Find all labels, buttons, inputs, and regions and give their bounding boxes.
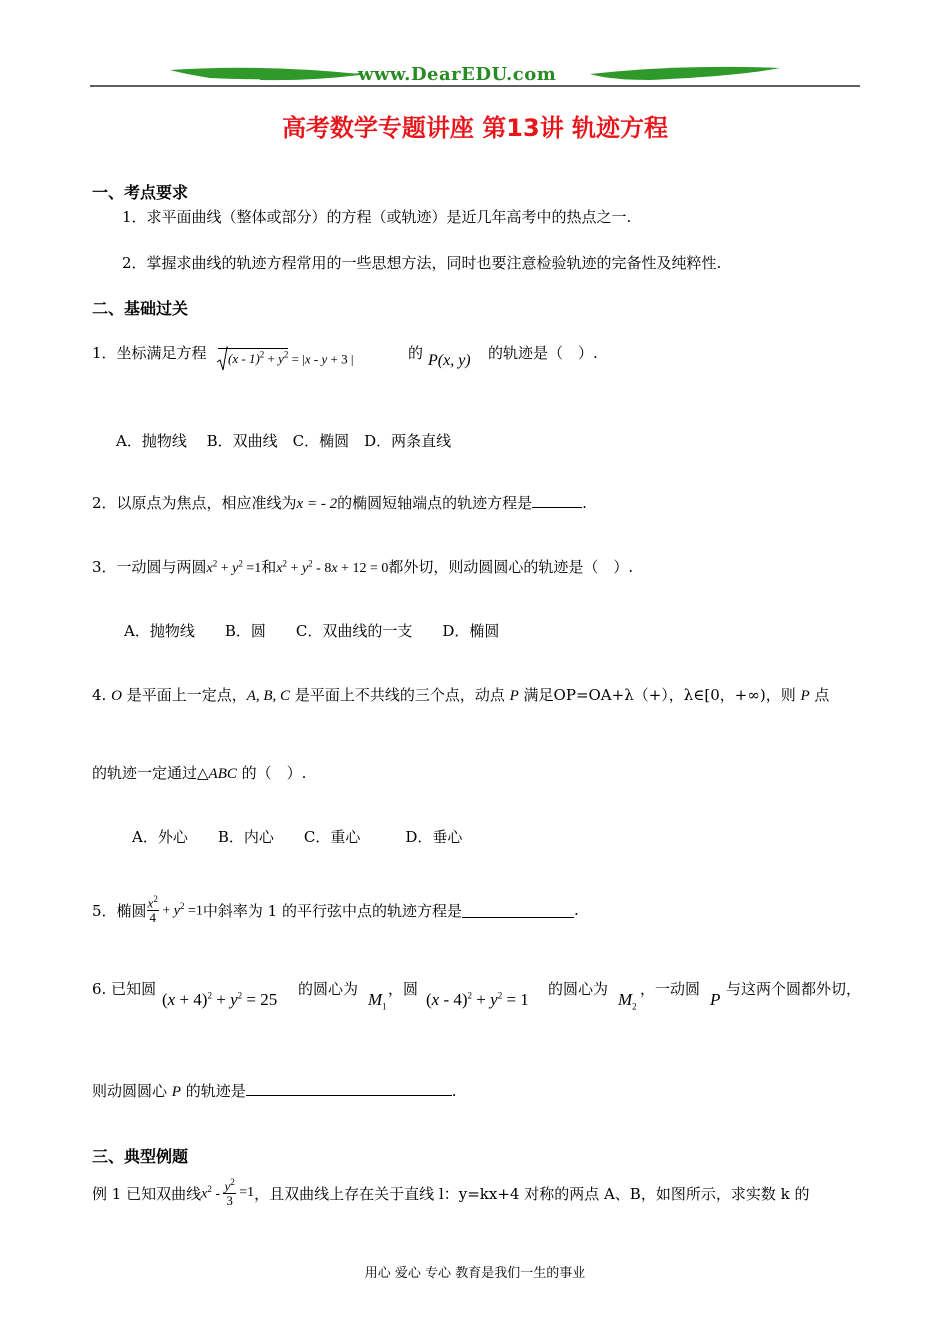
q4-text-e: 点 bbox=[809, 686, 830, 704]
q5-end: . bbox=[573, 901, 579, 919]
q1-point: P(x, y) bbox=[428, 352, 471, 369]
ex1-fraction: $\frac{y^2}{3}$ bbox=[224, 1176, 235, 1209]
question-3 bbox=[92, 556, 633, 577]
footer-text: 用心 爱心 专心 教育是我们一生的事业 bbox=[364, 1266, 586, 1281]
question-1 bbox=[92, 342, 207, 382]
q3-post: 都外切，则动圆圆心的轨迹是（ ）. bbox=[388, 558, 634, 576]
q6-comma2: ，一动圆 bbox=[640, 980, 701, 998]
q2-end: . bbox=[582, 494, 587, 512]
q1-pre: 1．坐标满足方程 bbox=[92, 344, 207, 362]
q4-line2-b: 的（ ）. bbox=[236, 764, 307, 782]
q4-text-d: 满足OP=OA+λ（+），λ∈[0，+∞)，则 bbox=[518, 686, 801, 704]
q6-line2-post: 的轨迹是 bbox=[180, 1082, 246, 1100]
q6-end: . bbox=[451, 1082, 457, 1100]
q5-post: 中斜率为 1 的平行弦中点的轨迹方程是 bbox=[202, 901, 462, 920]
q4-P: P bbox=[509, 688, 519, 704]
ex1-eq: =1 bbox=[239, 1185, 255, 1200]
q6-M1-letter: M bbox=[368, 990, 383, 1009]
q2-eq: x = - 2 bbox=[296, 496, 338, 512]
question-5 bbox=[92, 886, 579, 934]
example-1 bbox=[92, 1168, 809, 1218]
q6-circle1: $(x + 4)^2 + y^2 = 25$ bbox=[162, 990, 278, 1009]
q6-blank bbox=[246, 1081, 452, 1096]
section1-heading: 一、考点要求 bbox=[92, 183, 189, 202]
q4-text-c: 是平面上不共线的三个点，动点 bbox=[290, 686, 510, 704]
q2-blank bbox=[532, 493, 582, 508]
question-2 bbox=[92, 492, 587, 513]
q5-eq-rest: + $y^2 =1$ bbox=[162, 900, 203, 919]
question-4-line2 bbox=[92, 762, 306, 783]
q4-ABC: A, B, C bbox=[246, 688, 291, 704]
q5-fraction: $\frac{x^2}{4}$ bbox=[147, 893, 158, 926]
question-4-line1 bbox=[92, 684, 829, 705]
ex1-post: ，且双曲线上存在关于直线 l：y=kx+4 对称的两点 A、B，如图所示，求实数 k 的 bbox=[254, 1184, 810, 1203]
logo-text: www.DearEDU.com bbox=[358, 64, 557, 85]
q5-blank bbox=[462, 903, 574, 918]
q1-post: 的轨迹是（ ）. bbox=[488, 344, 598, 362]
q1-options: A．抛物线 B．双曲线 C．椭圆 D．两条直线 bbox=[116, 432, 452, 450]
q4-line2-ABC: ABC bbox=[208, 766, 237, 782]
page-title: 高考数学专题讲座 第13讲 轨迹方程 bbox=[281, 114, 669, 142]
q6-post: 与这两个圆都外切， bbox=[726, 980, 862, 998]
header-banner bbox=[90, 62, 860, 92]
q6-comma1: ，圆 bbox=[388, 980, 419, 998]
q3-pre: 3．一动圆与两圆 bbox=[92, 558, 207, 576]
q6-M2: $M_2$ bbox=[618, 990, 637, 1012]
section2-heading: 二、基础过关 bbox=[92, 299, 189, 318]
question-6-line2 bbox=[92, 1080, 457, 1101]
q1-mid: 的 bbox=[408, 344, 424, 362]
sqrt-sign-icon bbox=[216, 346, 228, 372]
q6-M1: $M_1$ bbox=[368, 990, 387, 1012]
ex1-pre: 例 1 已知双曲线 bbox=[92, 1184, 202, 1203]
q6-mid1: 的圆心为 bbox=[298, 980, 359, 998]
ex1-x2: $x^2$ - bbox=[201, 1183, 220, 1202]
q6-circle2: $(x - 4)^2 + y^2 = 1$ bbox=[426, 990, 529, 1009]
q4-num: 4. bbox=[92, 686, 112, 704]
section1-item-2: 2．掌握求曲线的轨迹方程常用的一些思想方法，同时也要注意检验轨迹的完备性及纯粹性. bbox=[122, 254, 722, 272]
q3-options: A．抛物线 B．圆 C．双曲线的一支 D．椭圆 bbox=[124, 622, 500, 640]
q2-post: 的椭圆短轴端点的轨迹方程是 bbox=[337, 494, 533, 512]
q4-options: A．外心 B．内心 C．重心 D．垂心 bbox=[132, 828, 463, 846]
q4-P2: P bbox=[800, 688, 810, 704]
q6-pre: 6. 已知圆 bbox=[92, 980, 157, 998]
q1-equation: $(x - 1)^2 + y^2 = |x - y + 3$ | bbox=[218, 350, 353, 367]
q5-pre: 5．椭圆 bbox=[92, 901, 147, 920]
section1-item-1: 1．求平面曲线（整体或部分）的方程（或轨迹）是近几年高考中的热点之一. bbox=[122, 208, 632, 226]
q6-line2-P: P bbox=[171, 1084, 181, 1100]
q6-P: P bbox=[710, 990, 721, 1009]
q4-O: O bbox=[111, 688, 122, 704]
section3-heading: 三、典型例题 bbox=[92, 1147, 189, 1166]
q3-and: 和 bbox=[261, 558, 277, 576]
q3-circle1: $x^2 + y^2 =1$ bbox=[206, 558, 262, 576]
q6-M2-letter: M bbox=[618, 990, 633, 1009]
q4-text-b: 是平面上一定点， bbox=[121, 686, 247, 704]
q6-mid2: 的圆心为 bbox=[548, 980, 609, 998]
question-6-line1 bbox=[92, 978, 867, 1014]
q2-pre: 2．以原点为焦点，相应准线为 bbox=[92, 494, 297, 512]
q4-line2-a: 的轨迹一定通过△ bbox=[92, 764, 209, 782]
q3-circle2: $x^2 + y^2 - 8x + 12 = 0$ bbox=[276, 558, 389, 576]
q6-line2-pre: 则动圆圆心 bbox=[92, 1082, 172, 1100]
